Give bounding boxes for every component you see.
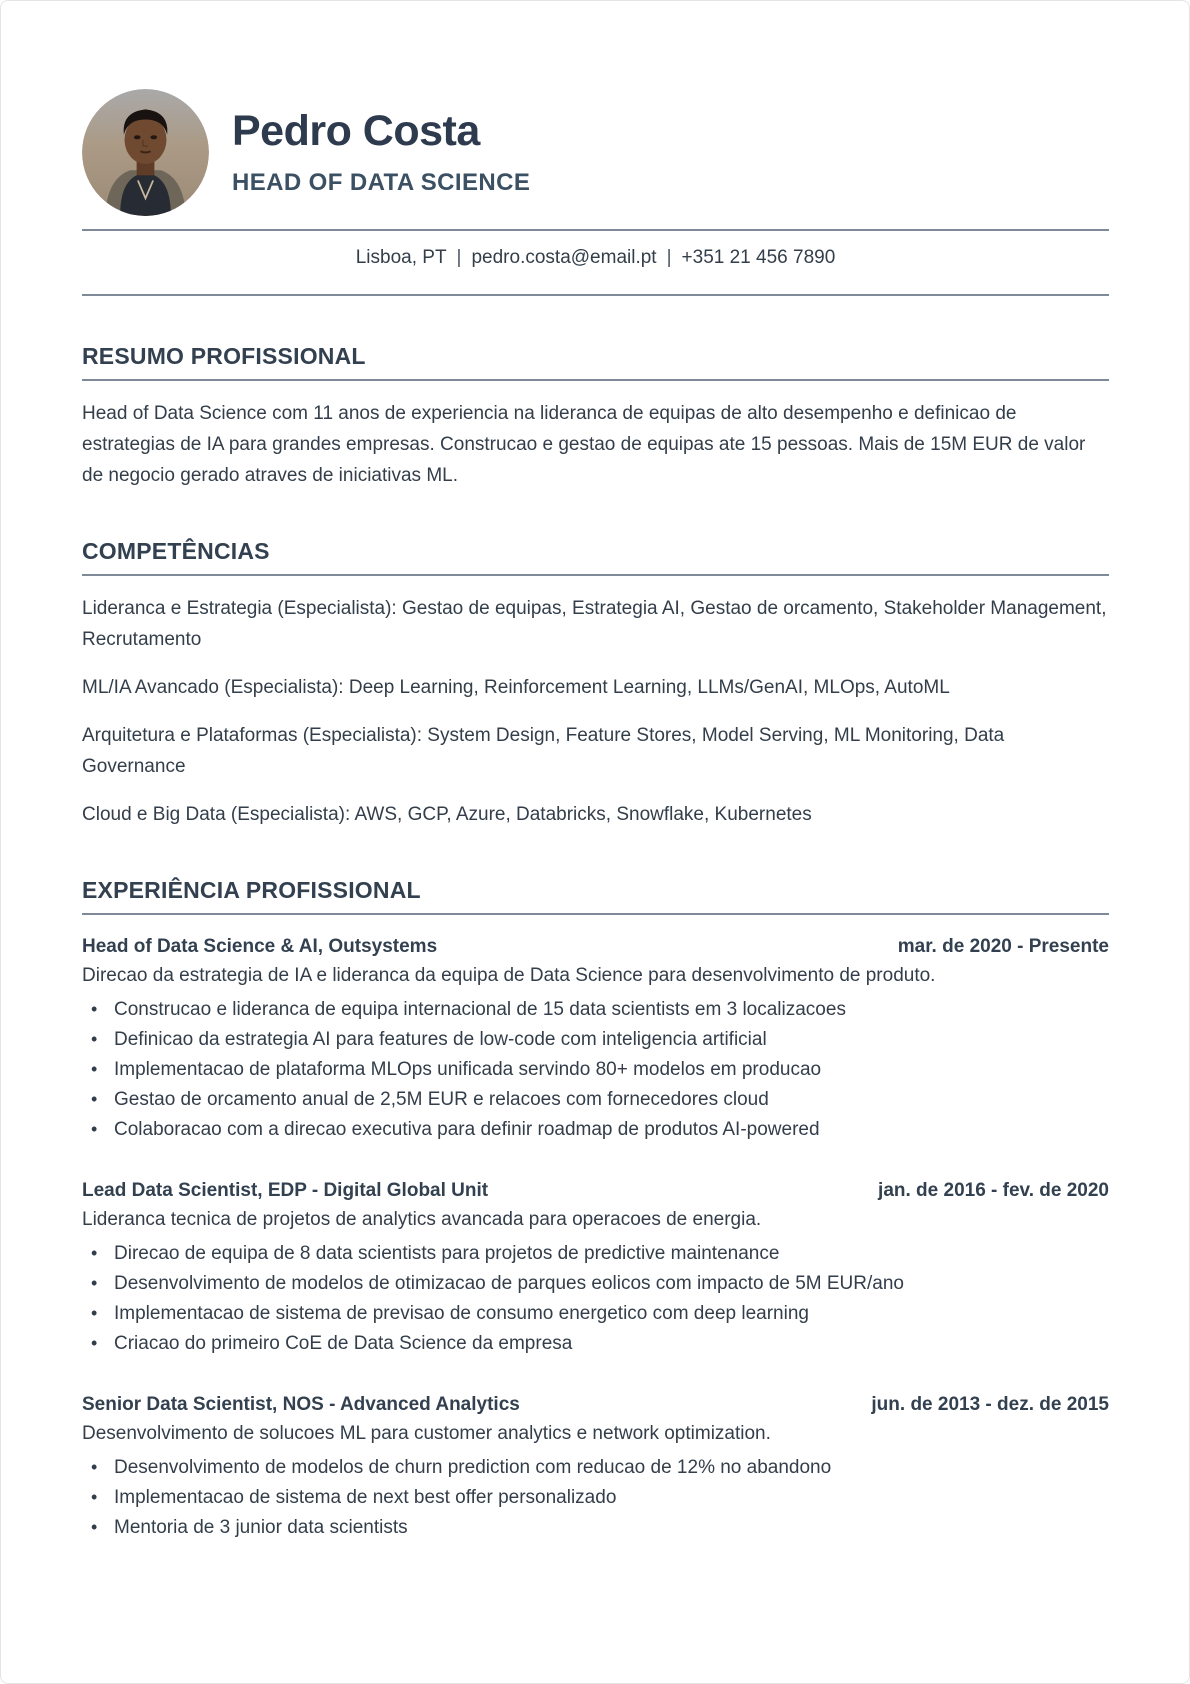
job-bullet: • Implementacao de sistema de previsao de consumo energetico com deep learning xyxy=(82,1299,1109,1329)
section-competencias xyxy=(82,537,1109,830)
skill-line: Cloud e Big Data (Especialista): AWS, GCP, Azure, Databricks, Snowflake, Kubernetes xyxy=(82,804,812,825)
job-summary: Direcao da estrategia de IA e lideranca da equipa de Data Science para desenvolvimento de produto. xyxy=(82,965,936,986)
job-bullet-list xyxy=(82,995,1109,1145)
job-bullet: • Implementacao de sistema de next best offer personalizado xyxy=(82,1483,1109,1513)
job-title: Senior Data Scientist, NOS - Advanced Analytics xyxy=(82,1394,520,1415)
job-head-row xyxy=(82,1176,1109,1205)
divider-under-experiencia-heading xyxy=(82,913,1109,915)
job-title: Head of Data Science & AI, Outsystems xyxy=(82,936,438,957)
person-name: Pedro Costa xyxy=(232,106,480,155)
section-heading-competencias: COMPETÊNCIAS xyxy=(82,538,270,564)
section-heading-resumo: RESUMO PROFISSIONAL xyxy=(82,343,366,369)
divider-above-contact xyxy=(82,229,1109,231)
section-heading-experiencia: EXPERIÊNCIA PROFISSIONAL xyxy=(82,877,421,903)
section-experiencia xyxy=(82,876,1109,1543)
header-text-block xyxy=(232,108,530,197)
job-summary: Desenvolvimento de solucoes ML para customer analytics e network optimization. xyxy=(82,1423,771,1444)
skill-line: ML/IA Avancado (Especialista): Deep Learning, Reinforcement Learning, LLMs/GenAI, MLOps, AutoML xyxy=(82,677,950,698)
job-bullet: • Implementacao de plataforma MLOps unificada servindo 80+ modelos em producao xyxy=(82,1055,1109,1085)
job-bullet: • Gestao de orcamento anual de 2,5M EUR e relacoes com fornecedores cloud xyxy=(82,1085,1109,1115)
person-role-title: HEAD OF DATA SCIENCE xyxy=(232,169,531,197)
portrait-photo-icon xyxy=(82,89,209,216)
contact-location: Lisboa, PT xyxy=(355,247,447,268)
job-bullet: • Construcao e lideranca de equipa internacional de 15 data scientists em 3 localizacoes xyxy=(82,995,1109,1025)
job-dates: jan. de 2016 - fev. de 2020 xyxy=(878,1180,1109,1201)
job-bullet: • Desenvolvimento de modelos de otimizacao de parques eolicos com impacto de 5M EUR/ano xyxy=(82,1269,1109,1299)
job-head-row xyxy=(82,1390,1109,1419)
job-bullet: • Direcao de equipa de 8 data scientists para projetos de predictive maintenance xyxy=(82,1239,1109,1269)
divider-under-resumo-heading xyxy=(82,379,1109,381)
divider-below-contact xyxy=(82,294,1109,296)
job-bullet-list xyxy=(82,1453,1109,1543)
contact-email: pedro.costa@email.pt xyxy=(471,247,657,268)
contact-separator: | xyxy=(456,247,462,268)
skill-line: Lideranca e Estrategia (Especialista): Gestao de equipas, Estrategia AI, Gestao de orcamento, Stakeholder Management, Recrutamento xyxy=(82,598,1107,650)
job-entry xyxy=(82,1176,1109,1359)
job-bullet: • Desenvolvimento de modelos de churn prediction com reducao de 12% no abandono xyxy=(82,1453,1109,1483)
job-dates: jun. de 2013 - dez. de 2015 xyxy=(871,1394,1109,1415)
job-head-row xyxy=(82,932,1109,961)
job-bullet: • Mentoria de 3 junior data scientists xyxy=(82,1513,1109,1543)
job-bullet: • Criacao do primeiro CoE de Data Science da empresa xyxy=(82,1329,1109,1359)
resumo-paragraph: Head of Data Science com 11 anos de experiencia na lideranca de equipas de alto desempenho e definicao de estrategias de IA para grandes empresas. Construcao e gestao de equipas ate 15 pessoas. Mais de 15M EUR de valor de negocio gerado atraves de iniciativas ML. xyxy=(82,403,1086,486)
job-bullet: • Definicao da estrategia AI para features de low-code com inteligencia artificial xyxy=(82,1025,1109,1055)
divider-under-competencias-heading xyxy=(82,574,1109,576)
job-dates: mar. de 2020 - Presente xyxy=(897,936,1109,957)
job-entry xyxy=(82,932,1109,1145)
contact-phone: +351 21 456 7890 xyxy=(681,247,836,268)
job-bullet: • Colaboracao com a direcao executiva para definir roadmap de produtos AI-powered xyxy=(82,1115,1109,1145)
contact-separator: | xyxy=(666,247,672,268)
section-resumo xyxy=(82,342,1109,491)
contact-line xyxy=(82,245,1109,271)
profile-photo xyxy=(82,89,209,216)
skill-line: Arquitetura e Plataformas (Especialista): System Design, Feature Stores, Model Serving, ML Monitoring, Data Governance xyxy=(82,725,1005,777)
job-summary: Lideranca tecnica de projetos de analytics avancada para operacoes de energia. xyxy=(82,1209,762,1230)
resume-header xyxy=(82,89,1109,216)
job-entry xyxy=(82,1390,1109,1543)
job-bullet-list xyxy=(82,1239,1109,1359)
job-title: Lead Data Scientist, EDP - Digital Global Unit xyxy=(82,1180,489,1201)
